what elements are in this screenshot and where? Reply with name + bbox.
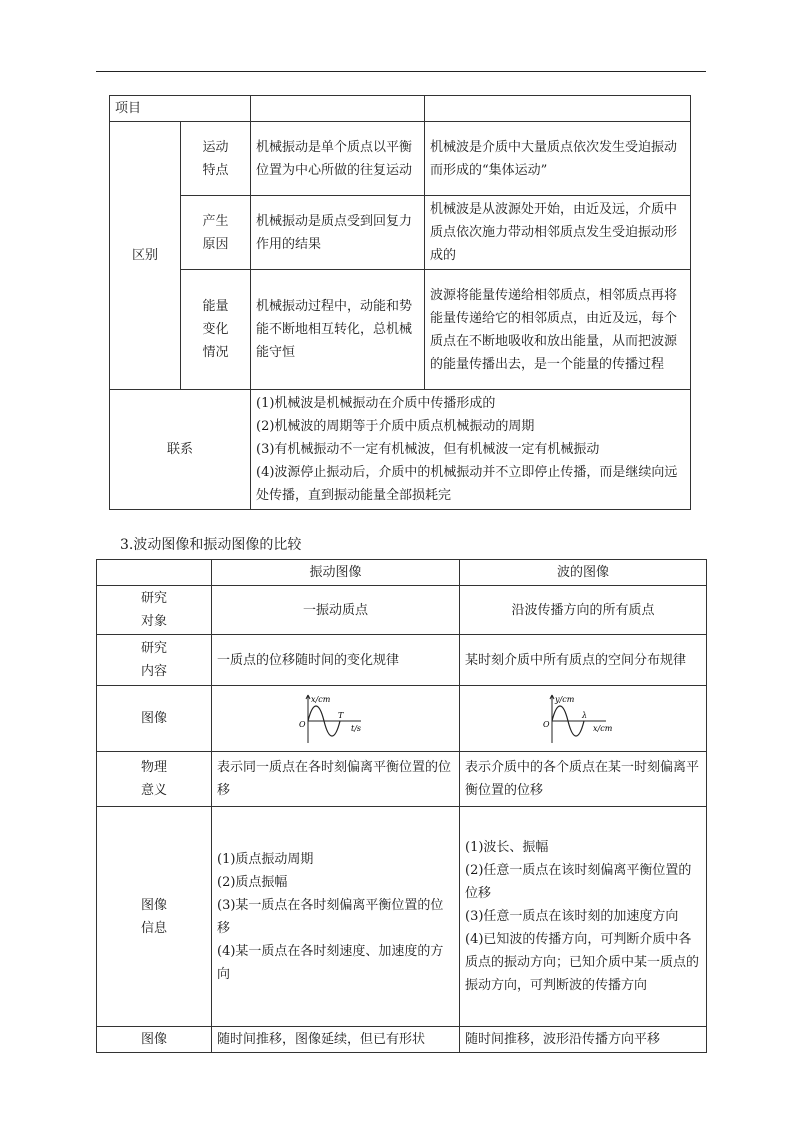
relation-item: (3)有机械振动不一定有机械波，但有机械波一定有机械振动: [256, 442, 600, 457]
wavelength-marker: λ: [582, 710, 588, 720]
row-label: 物理 意义: [97, 752, 212, 807]
list-item: (3)任意一质点在该时刻的加速度方向: [465, 909, 679, 924]
table-header-row: [97, 560, 707, 586]
vibration-graph-cell: [212, 686, 460, 752]
header-blank: [97, 560, 212, 586]
vibration-graph: [291, 691, 381, 747]
wave-cell: 机械波是从波源处开始，由近及远，介质中质点依次施力带动相邻质点发生受迫振动形成的: [425, 196, 691, 270]
vibration-cell: 机械振动是质点受到回复力作用的结果: [251, 196, 425, 270]
vibration-cell: 机械振动过程中，动能和势能不断地相互转化，总机械能守恒: [251, 270, 425, 390]
relation-item: (2)机械波的周期等于介质中质点机械振动的周期: [256, 419, 535, 434]
top-rule: [96, 71, 706, 72]
header-wave: 波的图像: [460, 560, 707, 586]
graph-comparison-table: [96, 559, 707, 1053]
wave-cell: 波源将能量传递给相邻质点，相邻质点再将能量传递给它的相邻质点，由近及远，每个质点在不断地吸收和放出能量，从而把波源的能量传播出去，是一个能量的传播过程: [425, 270, 691, 390]
row-label: 产生 原因: [181, 196, 251, 270]
row-label: 图像 信息: [97, 807, 212, 1027]
row-label: 图像: [97, 686, 212, 752]
vibration-cell: 机械振动是单个质点以平衡位置为中心所做的往复运动: [251, 122, 425, 196]
origin-label: O: [543, 719, 550, 729]
table-header-row: [110, 96, 691, 122]
wave-cell: 表示介质中的各个质点在某一时刻偏离平衡位置的位移: [460, 752, 707, 807]
relation-label: 联系: [110, 390, 251, 510]
wave-graph-cell: [460, 686, 707, 752]
origin-label: O: [298, 719, 306, 729]
vibration-cell: 一质点的位移随时间的变化规律: [212, 635, 460, 686]
relation-item: (4)波源停止振动后，介质中的机械振动并不立即停止传播，而是继续向远处传播，直到振动能量全部损耗完: [256, 465, 678, 503]
section-heading: 3.波动图像和振动图像的比较: [120, 537, 302, 553]
table-row: [110, 196, 691, 270]
list-item: (3)某一质点在各时刻偏离平衡位置的位移: [217, 897, 444, 936]
list-item: (4)某一质点在各时刻速度、加速度的方向: [217, 943, 444, 982]
wave-cell: 机械波是介质中大量质点依次发生受迫振动而形成的“集体运动”: [425, 122, 691, 196]
x-axis-label: x/cm: [593, 723, 613, 733]
table-row: [110, 270, 691, 390]
table-row: [97, 752, 707, 807]
row-label: 研究 对象: [97, 586, 212, 635]
header-col2: [425, 96, 691, 122]
header-col1: [251, 96, 425, 122]
wave-cell: 沿波传播方向的所有质点: [460, 586, 707, 635]
y-axis-label: y/cm: [555, 694, 575, 704]
table-row: [110, 122, 691, 196]
list-item: (1)波长、振幅: [465, 840, 549, 855]
list-item: (1)质点振动周期: [217, 851, 314, 867]
row-label: 图像: [97, 1027, 212, 1053]
wave-graph: [538, 691, 628, 747]
table-row: [97, 586, 707, 635]
row-label: 能量 变化 情况: [181, 270, 251, 390]
group-label: 区别: [110, 122, 181, 390]
period-marker: T: [337, 710, 343, 720]
wave-cell: 随时间推移，波形沿传播方向平移: [460, 1027, 707, 1053]
vibration-vs-wave-table: [109, 95, 691, 510]
wave-info-list: [460, 807, 707, 1027]
vibration-cell: 一振动质点: [212, 586, 460, 635]
wave-cell: 某时刻介质中所有质点的空间分布规律: [460, 635, 707, 686]
vibration-cell: 随时间推移，图像延续，但已有形状: [212, 1027, 460, 1053]
table-row: [97, 807, 707, 1027]
list-item: (4)已知波的传播方向，可判断介质中各质点的振动方向；已知介质中某一质点的振动方向，可判断波的传播方向: [465, 932, 700, 993]
header-item: 项目: [110, 96, 251, 122]
vibration-cell: 表示同一质点在各时刻偏离平衡位置的位移: [212, 752, 460, 807]
table-row: [97, 635, 707, 686]
y-axis-label: x/cm: [310, 694, 330, 704]
list-item: (2)任意一质点在该时刻偏离平衡位置的位移: [465, 863, 692, 901]
table-row: [97, 1027, 707, 1053]
relation-item: (1)机械波是机械振动在介质中传播形成的: [256, 396, 496, 411]
relation-list: [251, 390, 691, 510]
list-item: (2)质点振幅: [217, 874, 288, 890]
row-label: 研究 内容: [97, 635, 212, 686]
row-label: 运动 特点: [181, 122, 251, 196]
x-axis-label: t/s: [350, 723, 361, 733]
table-row: [97, 686, 707, 752]
vibration-info-list: [212, 807, 460, 1027]
header-vibration: 振动图像: [212, 560, 460, 586]
relation-row: [110, 390, 691, 510]
